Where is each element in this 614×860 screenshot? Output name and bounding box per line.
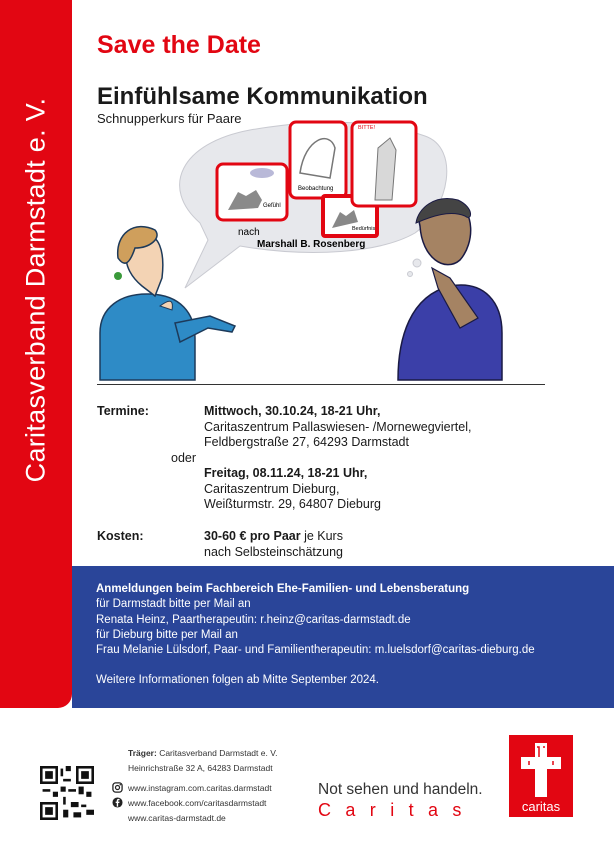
registration-info: Weitere Informationen folgen ab Mitte September 2024. bbox=[96, 674, 379, 686]
oder-text: oder bbox=[171, 451, 197, 465]
registration-line4: Frau Melanie Lülsdorf, Paar- und Familientherapeutin: m.luelsdorf@caritas-dieburg.de bbox=[96, 644, 535, 656]
price-rest: je Kurs bbox=[300, 529, 343, 543]
card-beduerfnis-label: Bedürfnis bbox=[352, 226, 376, 232]
sidebar-band bbox=[0, 0, 72, 708]
logo-text: caritas bbox=[521, 799, 561, 814]
divider-line bbox=[97, 384, 545, 385]
caption-nach: nach bbox=[238, 227, 260, 238]
caritas-cross-icon bbox=[509, 735, 573, 817]
traeger-label: Träger: bbox=[128, 748, 157, 758]
registration-line1: für Darmstadt bitte per Mail an bbox=[96, 598, 251, 610]
kosten-label: Kosten: bbox=[97, 529, 144, 543]
facebook-link[interactable]: www.facebook.com/caritasdarmstadt bbox=[128, 798, 267, 808]
facebook-icon bbox=[112, 797, 123, 808]
instagram-icon bbox=[112, 782, 123, 793]
card-bitte-label: BITTE! bbox=[358, 125, 376, 131]
date2: Freitag, 08.11.24, 18-21 Uhr, bbox=[204, 466, 368, 480]
thought-bubble-small bbox=[413, 259, 421, 267]
footer-address: Heinrichstraße 32 A, 64283 Darmstadt bbox=[128, 763, 273, 773]
save-the-date-heading: Save the Date bbox=[97, 31, 261, 59]
qr-code bbox=[40, 766, 94, 820]
slogan: Not sehen und handeln. bbox=[318, 781, 483, 798]
instagram-link[interactable]: www.instagram.com.caritas.darmstadt bbox=[128, 783, 272, 793]
registration-heading: Anmeldungen beim Fachbereich Ehe-Familien- und Lebensberatung bbox=[96, 583, 470, 595]
termine-label: Termine: bbox=[97, 404, 149, 418]
brand-wordmark: Caritas bbox=[318, 800, 476, 820]
illustration bbox=[80, 118, 580, 390]
price-line bbox=[204, 529, 343, 543]
price-bold: 30-60 € pro Paar bbox=[204, 529, 301, 543]
venue2-line1: Caritaszentrum Dieburg, bbox=[204, 482, 340, 496]
card-gefuehl-label: Gefühl bbox=[263, 203, 281, 209]
caption-author: Marshall B. Rosenberg bbox=[257, 239, 366, 250]
thought-bubble-tiny bbox=[408, 272, 413, 277]
traeger-line bbox=[128, 748, 277, 758]
card-beobachtung-label: Beobachtung bbox=[298, 186, 334, 192]
website-link[interactable]: www.caritas-darmstadt.de bbox=[128, 813, 226, 823]
venue1-line2: Feldbergstraße 27, 64293 Darmstadt bbox=[204, 435, 409, 449]
course-title: Einfühlsame Kommunikation bbox=[97, 83, 428, 110]
date1: Mittwoch, 30.10.24, 18-21 Uhr, bbox=[204, 404, 381, 418]
registration-line3: für Dieburg bitte per Mail an bbox=[96, 629, 238, 641]
registration-line2: Renata Heinz, Paartherapeutin: r.heinz@caritas-darmstadt.de bbox=[96, 614, 411, 626]
venue1-line1: Caritaszentrum Pallaswiesen- /Mornewegviertel, bbox=[204, 420, 472, 434]
course-subtitle: Schnupperkurs für Paare bbox=[97, 111, 242, 126]
caritas-logo bbox=[509, 735, 573, 817]
registration-panel bbox=[72, 566, 614, 708]
venue2-line2: Weißturmstr. 29, 64807 Dieburg bbox=[204, 497, 381, 511]
traeger-name: Caritasverband Darmstadt e. V. bbox=[156, 748, 278, 758]
sidebar-org-name: Caritasverband Darmstadt e. V. bbox=[20, 97, 51, 483]
price-note: nach Selbsteinschätzung bbox=[204, 545, 343, 559]
